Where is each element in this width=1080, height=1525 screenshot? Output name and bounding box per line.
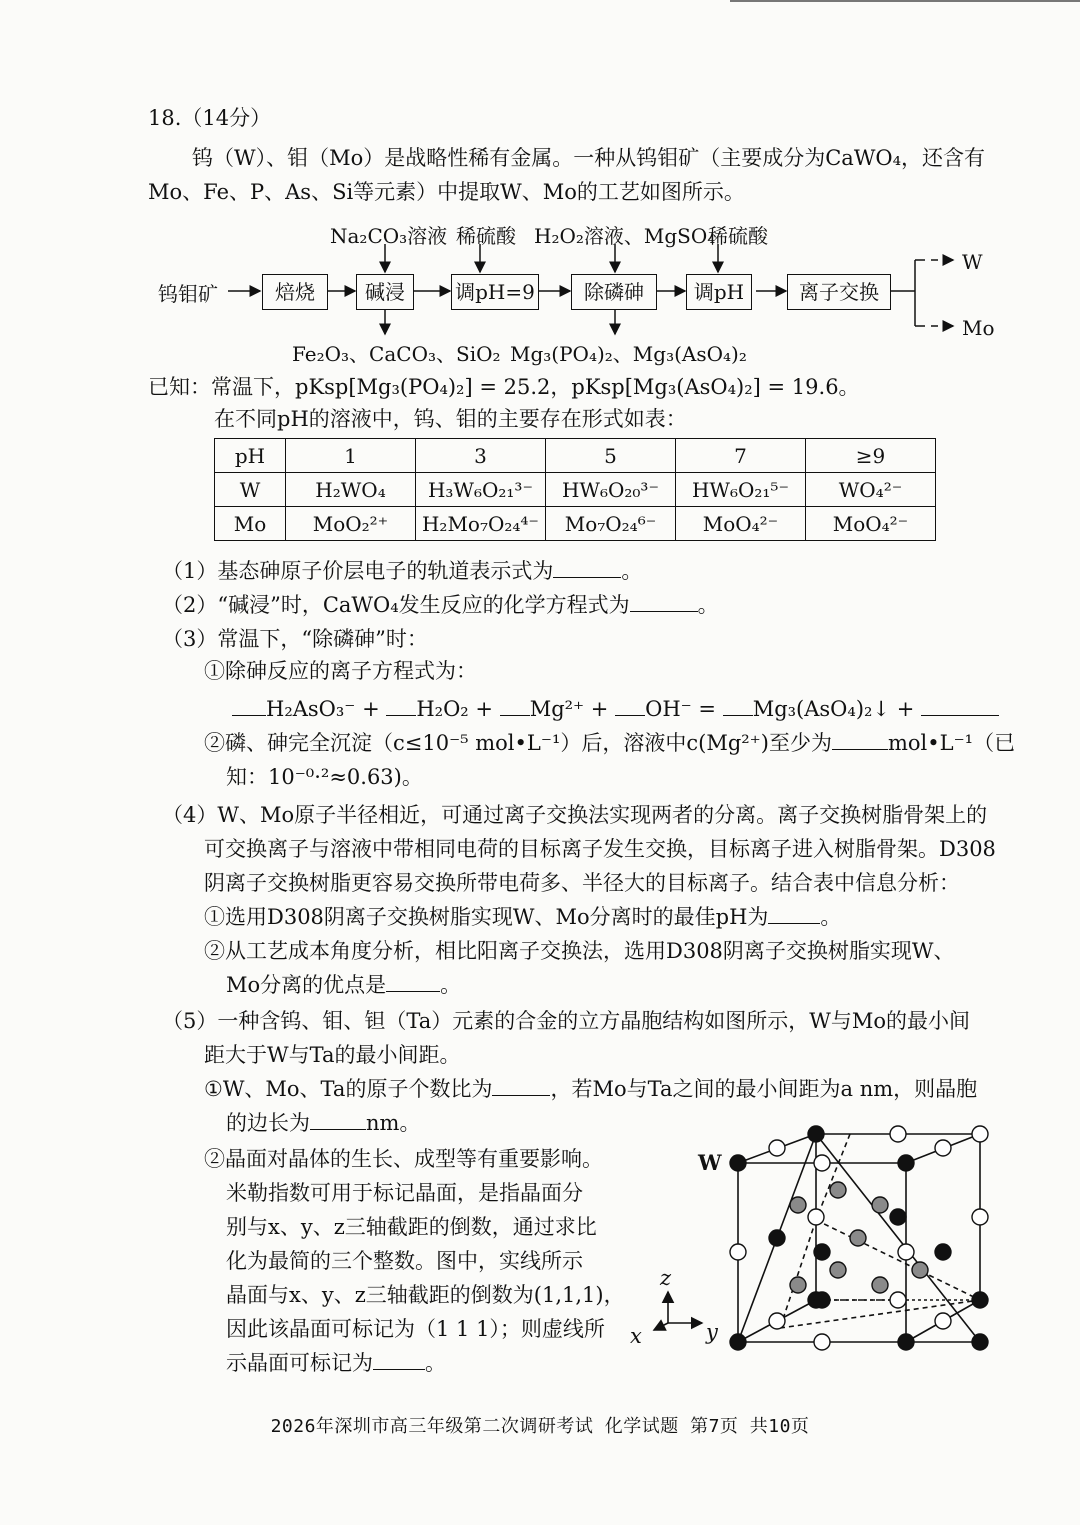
question-3-sub2	[204, 728, 1015, 758]
answer-blank[interactable]	[386, 695, 416, 716]
eq-term: Mg²⁺ +	[529, 697, 609, 721]
answer-blank[interactable]	[553, 557, 621, 578]
question-5-sub2-line: 化为最简的三个整数。图中，实线所示	[226, 1249, 583, 1273]
question-number: 18.（14分）	[148, 106, 272, 130]
question-3-sub2-text: ②磷、砷完全沉淀（c≤10⁻⁵ mol•L⁻¹）后，溶液中c(Mg²⁺)至少为	[204, 731, 832, 755]
table-cell: ≥9	[806, 439, 936, 473]
table-cell: MoO₄²⁻	[676, 507, 806, 541]
output-mo: Mo	[962, 316, 995, 340]
question-3-equation	[232, 694, 999, 724]
question-5-line1: （5）一种含钨、钼、钽（Ta）元素的合金的立方晶胞结构如图所示，W与Mo的最小间	[162, 1009, 970, 1033]
question-5-sub2-line: 晶面与x、y、z三轴截距的倒数为(1,1,1)，	[226, 1283, 625, 1307]
question-3-sub1: ①除砷反应的离子方程式为：	[204, 659, 477, 683]
table-cell: Mo	[215, 507, 286, 541]
intro-line-2: Mo、Fe、P、As、Si等元素）中提取W、Mo的工艺如图所示。	[148, 180, 745, 204]
known-ksp: 已知：常温下，pKsp[Mg₃(PO₄)₂] = 25.2，pKsp[Mg₃(AsO₄)₂] = 19.6。	[148, 375, 860, 399]
eq-term: OH⁻ =	[645, 697, 716, 721]
eq-term: H₂AsO₃⁻ +	[266, 697, 380, 721]
reagent-h2o2-mgso4: H₂O₂溶液、MgSO₄	[534, 224, 716, 248]
reagent-dilute-h2so4-2: 稀硫酸	[708, 224, 768, 248]
period: 。	[621, 559, 643, 583]
question-5-sub1-text2: ，若Mo与Ta之间的最小间距为a nm，则晶胞	[550, 1077, 978, 1101]
flow-step-roast: 焙烧	[262, 274, 328, 310]
reagent-dilute-h2so4-1: 稀硫酸	[456, 224, 516, 248]
answer-blank[interactable]	[232, 695, 266, 716]
flow-step-adjust-ph9: 调pH=9	[451, 274, 539, 310]
question-1	[162, 556, 642, 586]
flow-step-ion-exchange: 离子交换	[787, 274, 891, 310]
answer-blank[interactable]	[615, 695, 645, 716]
answer-blank[interactable]	[500, 695, 530, 716]
question-5-sub2-line: 米勒指数可用于标记晶面，是指晶面分	[226, 1181, 583, 1205]
question-4-sub2-cont	[226, 970, 461, 1000]
answer-blank[interactable]	[921, 695, 999, 716]
question-3-sub2-unit: mol•L⁻¹（已	[887, 731, 1016, 755]
question-4-line1: （4）W、Mo原子半径相近，可通过离子交换法实现两者的分离。离子交换树脂骨架上的	[162, 803, 988, 827]
question-3-title: （3）常温下，“除磷砷”时：	[162, 627, 428, 651]
axis-x-label: x	[630, 1324, 642, 1348]
answer-blank[interactable]	[630, 591, 698, 612]
question-1-text: （1）基态砷原子价层电子的轨道表示式为	[162, 559, 554, 583]
table-cell: 3	[416, 439, 546, 473]
answer-blank[interactable]	[492, 1075, 550, 1096]
intro-line-1: 钨（W）、钼（Mo）是战略性稀有金属。一种从钨钼矿（主要成分为CaWO₄，还含有	[192, 146, 986, 170]
question-5-sub1-text3: 的边长为	[226, 1111, 310, 1135]
flow-step-adjust-ph: 调pH	[686, 274, 752, 310]
ph-species-table	[214, 438, 936, 541]
table-cell: H₂WO₄	[286, 473, 416, 507]
figure-w-label: W	[698, 1150, 722, 1175]
question-4-sub2-text: Mo分离的优点是	[226, 973, 387, 997]
answer-blank[interactable]	[832, 729, 888, 750]
table-cell: MoO₂²⁺	[286, 507, 416, 541]
question-2-text: （2）“碱浸”时，CaWO₄发生反应的化学方程式为	[162, 593, 630, 617]
table-cell: 5	[546, 439, 676, 473]
question-5-sub2-line: 因此该晶面可标记为（1 1 1）；则虚线所	[226, 1317, 605, 1341]
table-cell: Mo₇O₂₄⁶⁻	[546, 507, 676, 541]
flow-step-alkali-leach: 碱浸	[356, 274, 414, 310]
question-5-sub2-line	[226, 1348, 446, 1378]
period: 。	[697, 593, 719, 617]
table-header-row	[215, 439, 936, 473]
table-cell: WO₄²⁻	[806, 473, 936, 507]
known-table-intro: 在不同pH的溶液中，钨、钼的主要存在形式如表：	[214, 407, 687, 431]
page-footer: 2026年深圳市高三年级第二次调研考试 化学试题 第7页 共10页	[270, 1416, 810, 1437]
eq-term: H₂O₂ +	[416, 697, 493, 721]
question-4-sub2: ②从工艺成本角度分析，相比阳离子交换法，选用D308阴离子交换树脂实现W、	[204, 939, 955, 963]
answer-blank[interactable]	[386, 971, 440, 992]
flow-step-remove-p-as: 除磷砷	[571, 274, 657, 310]
question-2	[162, 590, 719, 620]
table-cell: W	[215, 473, 286, 507]
table-cell: H₃W₆O₂₁³⁻	[416, 473, 546, 507]
question-5-sub1-unit: nm。	[366, 1111, 421, 1135]
residue-p-as-removal: Mg₃(PO₄)₂、Mg₃(AsO₄)₂	[510, 342, 747, 366]
question-5-sub1-cont	[226, 1108, 420, 1138]
period: 。	[820, 905, 842, 929]
period: 。	[425, 1351, 446, 1375]
answer-blank[interactable]	[373, 1349, 425, 1370]
question-5-line2: 距大于W与Ta的最小间距。	[204, 1043, 461, 1067]
question-5-sub2-text: 示晶面可标记为	[226, 1351, 373, 1375]
crystal-cell-figure	[720, 1120, 1010, 1390]
table-cell: HW₆O₂₁⁵⁻	[676, 473, 806, 507]
scan-edge-line	[730, 0, 1080, 2]
output-w: W	[962, 250, 983, 274]
table-row	[215, 473, 936, 507]
table-cell: 1	[286, 439, 416, 473]
question-3-sub2-cont: 知：10⁻⁰·²≈0.63)。	[226, 765, 423, 789]
residue-alkali-leach: Fe₂O₃、CaCO₃、SiO₂	[292, 342, 501, 366]
question-5-sub1	[204, 1074, 977, 1104]
eq-term: Mg₃(AsO₄)₂↓ +	[752, 697, 915, 721]
answer-blank[interactable]	[310, 1109, 366, 1130]
table-cell: HW₆O₂₀³⁻	[546, 473, 676, 507]
question-5-sub2-line: 别与x、y、z三轴截距的倒数，通过求比	[226, 1215, 597, 1239]
question-4-line2: 可交换离子与溶液中带相同电荷的目标离子发生交换，目标离子进入树脂骨架。D308	[204, 837, 996, 861]
table-cell: H₂Mo₇O₂₄⁴⁻	[416, 507, 546, 541]
question-5-sub1-text: ①W、Mo、Ta的原子个数比为	[204, 1077, 493, 1101]
axis-y-label: y	[706, 1320, 718, 1344]
period: 。	[440, 973, 462, 997]
question-5-sub2-line: ②晶面对晶体的生长、成型等有重要影响。	[204, 1147, 603, 1171]
question-4-sub1-text: ①选用D308阴离子交换树脂实现W、Mo分离时的最佳pH为	[204, 905, 769, 929]
table-cell: pH	[215, 439, 286, 473]
answer-blank[interactable]	[723, 695, 753, 716]
reagent-na2co3: Na₂CO₃溶液	[330, 224, 448, 248]
answer-blank[interactable]	[768, 903, 820, 924]
table-cell: MoO₄²⁻	[806, 507, 936, 541]
table-cell: 7	[676, 439, 806, 473]
table-row	[215, 507, 936, 541]
question-4-line3: 阴离子交换树脂更容易交换所带电荷多、半径大的目标离子。结合表中信息分析：	[204, 871, 960, 895]
axis-z-label: z	[660, 1266, 672, 1290]
flow-start-label: 钨钼矿	[158, 282, 218, 306]
question-4-sub1	[204, 902, 841, 932]
